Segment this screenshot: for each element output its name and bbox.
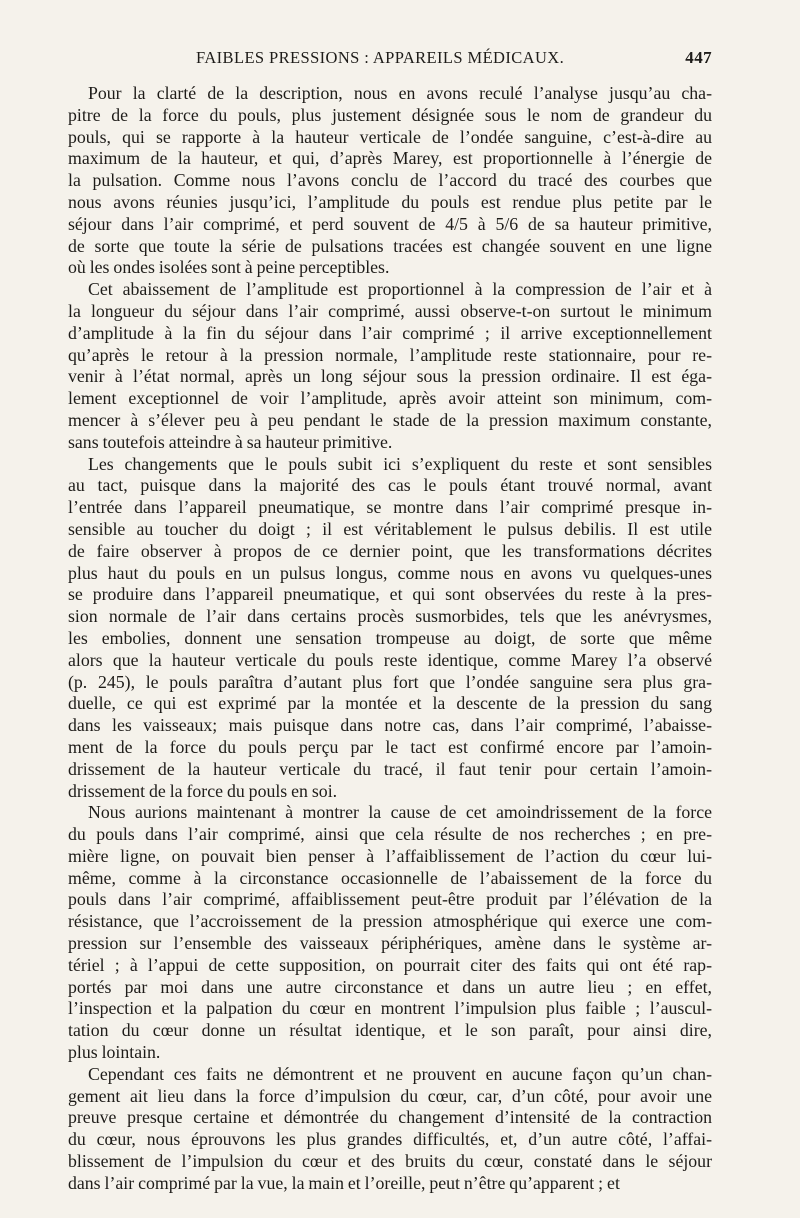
text-line: la longueur du séjour dans l’air comprimé, aussi observe-t-on surtout le minimum xyxy=(68,300,712,321)
running-title: FAIBLES PRESSIONS : APPAREILS MÉDICAUX. xyxy=(196,48,565,67)
text-line: gement ait lieu dans la force d’impulsion du cœur, car, d’un côté, pour avoir une xyxy=(68,1085,712,1106)
text-line: mière ligne, on pouvait bien penser à l’affaiblissement de l’action du cœur lui- xyxy=(68,845,712,866)
text-line: duelle, ce qui est exprimé par la montée et la descente de la pression du sang xyxy=(68,693,712,714)
paragraph xyxy=(68,83,712,279)
text-line: mencer à s’élever peu à peu pendant le stade de la pression maximum constante, xyxy=(68,409,712,430)
text-line: Cependant ces faits ne démontrent et ne prouvent en aucune façon qu’un chan- xyxy=(88,1063,712,1084)
text-line: Nous aurions maintenant à montrer la cause de cet amoindrissement de la force xyxy=(88,802,712,823)
text-line: même, comme à la circonstance occasionnelle de l’abaissement de la force du xyxy=(68,867,712,888)
text-line: l’entrée dans l’appareil pneumatique, se montre dans l’air comprimé presque in- xyxy=(68,497,712,518)
text-line: (p. 245), le pouls paraîtra d’autant plus fort que l’ondée sanguine sera plus gra- xyxy=(68,671,712,692)
text-line: dans l’air comprimé par la vue, la main et l’oreille, peut n’être qu’apparent ; et xyxy=(68,1172,620,1193)
text-line: se produire dans l’appareil pneumatique, et qui sont observées du reste à la pres- xyxy=(68,584,712,605)
text-line: sion normale de l’air dans certains procès susmorbides, tels que les anévrysmes, xyxy=(68,606,712,627)
text-line: sensible au toucher du doigt ; il est véritablement le pulsus debilis. Il est utile xyxy=(68,518,712,539)
text-line: preuve presque certaine et démontrée du changement d’intensité de la contraction xyxy=(68,1107,712,1128)
text-line: résistance, que l’accroissement de la pression atmosphérique qui exerce une com- xyxy=(68,911,712,932)
text-line: tériel ; à l’appui de cette supposition, on pourrait citer des faits qui ont été rap- xyxy=(68,954,712,975)
text-line: maximum de la hauteur, et qui, d’après Marey, est proportionnelle à l’énergie de xyxy=(68,148,712,169)
text-line: tation du cœur donne un résultat identique, et le son paraît, pour ainsi dire, xyxy=(68,1020,712,1041)
text-line: d’amplitude à la fin du séjour dans l’air comprimé ; il arrive exceptionnellement xyxy=(68,322,712,343)
text-line: pouls, qui se rapporte à la hauteur verticale de l’ondée sanguine, c’est-à-dire au xyxy=(68,126,712,147)
text-line: qu’après le retour à la pression normale, l’amplitude reste stationnaire, pour re- xyxy=(68,344,712,365)
text-line: du cœur, nous éprouvons les plus grandes difficultés, et, d’un autre côté, l’affai- xyxy=(68,1129,712,1150)
paragraph xyxy=(68,279,712,453)
body-text xyxy=(68,83,712,1195)
paragraph xyxy=(68,802,712,1064)
text-line: drissement de la force du pouls en soi. xyxy=(68,780,338,801)
text-line: ment de la force du pouls perçu par le tact est confirmé encore par l’amoin- xyxy=(68,736,712,757)
text-line: de sorte que toute la série de pulsations tracées est changée souvent en une ligne xyxy=(68,235,712,256)
text-line: lement exceptionnel de voir l’amplitude, après avoir atteint son minimum, com- xyxy=(68,388,712,409)
text-line: pitre de la force du pouls, plus justement désignée sous le nom de grandeur du xyxy=(68,104,712,125)
text-line: sans toutefois atteindre à sa hauteur primitive. xyxy=(68,431,393,452)
text-line: séjour dans l’air comprimé, et perd souvent de 4/5 à 5/6 de sa hauteur primitive, xyxy=(68,213,712,234)
text-line: de faire observer à propos de ce dernier point, que les transformations décrites xyxy=(68,540,712,561)
page-number: 447 xyxy=(685,48,712,67)
text-line: Les changements que le pouls subit ici s’expliquent du reste et sont sensibles xyxy=(88,453,712,474)
text-line: alors que la hauteur verticale du pouls reste identique, comme Marey l’a observé xyxy=(68,649,712,670)
text-line: pression sur l’ensemble des vaisseaux périphériques, amène dans le système ar- xyxy=(68,933,712,954)
text-line: venir à l’état normal, après un long séjour sous la pression ordinaire. Il est éga- xyxy=(68,366,712,387)
text-line: plus lointain. xyxy=(68,1042,161,1063)
text-line: Pour la clarté de la description, nous en avons reculé l’analyse jusqu’au cha- xyxy=(88,83,712,103)
text-line: dans les vaisseaux; mais puisque dans notre cas, dans l’air comprimé, l’abaisse- xyxy=(68,715,712,736)
text-line: blissement de l’impulsion du cœur et des bruits du cœur, constaté dans le séjour xyxy=(68,1151,712,1172)
text-line: portés par moi dans une autre circonstance et dans un autre lieu ; en effet, xyxy=(68,976,712,997)
text-line: pouls dans l’air comprimé, affaiblissement peut-être produit par l’élévation de la xyxy=(68,889,712,910)
paragraph xyxy=(68,1064,712,1195)
text-line: les embolies, donnent une sensation trompeuse au doigt, de sorte que même xyxy=(68,627,712,648)
text-line: nous avons réunies jusqu’ici, l’amplitude du pouls est rendue plus petite par le xyxy=(68,191,712,212)
text-line: la pulsation. Comme nous l’avons conclu de l’accord du tracé des courbes que xyxy=(68,170,712,191)
text-line: plus haut du pouls en un pulsus longus, comme nous en avons vu quelques-unes xyxy=(68,562,712,583)
paragraph xyxy=(68,454,712,803)
page-header xyxy=(68,48,712,72)
text-line: l’inspection et la palpation du cœur en montrent l’impulsion plus faible ; l’auscul- xyxy=(68,998,712,1019)
text-line: où les ondes isolées sont à peine perceptibles. xyxy=(68,257,390,278)
text-line: drissement de la hauteur verticale du tracé, il faut tenir pour certain l’amoin- xyxy=(68,758,712,779)
text-line: Cet abaissement de l’amplitude est proportionnel à la compression de l’air et à xyxy=(88,279,712,300)
text-line: du pouls dans l’air comprimé, ainsi que cela résulte de nos recherches ; en pre- xyxy=(68,824,712,845)
text-line: au tact, puisque dans la majorité des cas le pouls étant trouvé normal, avant xyxy=(68,475,712,496)
